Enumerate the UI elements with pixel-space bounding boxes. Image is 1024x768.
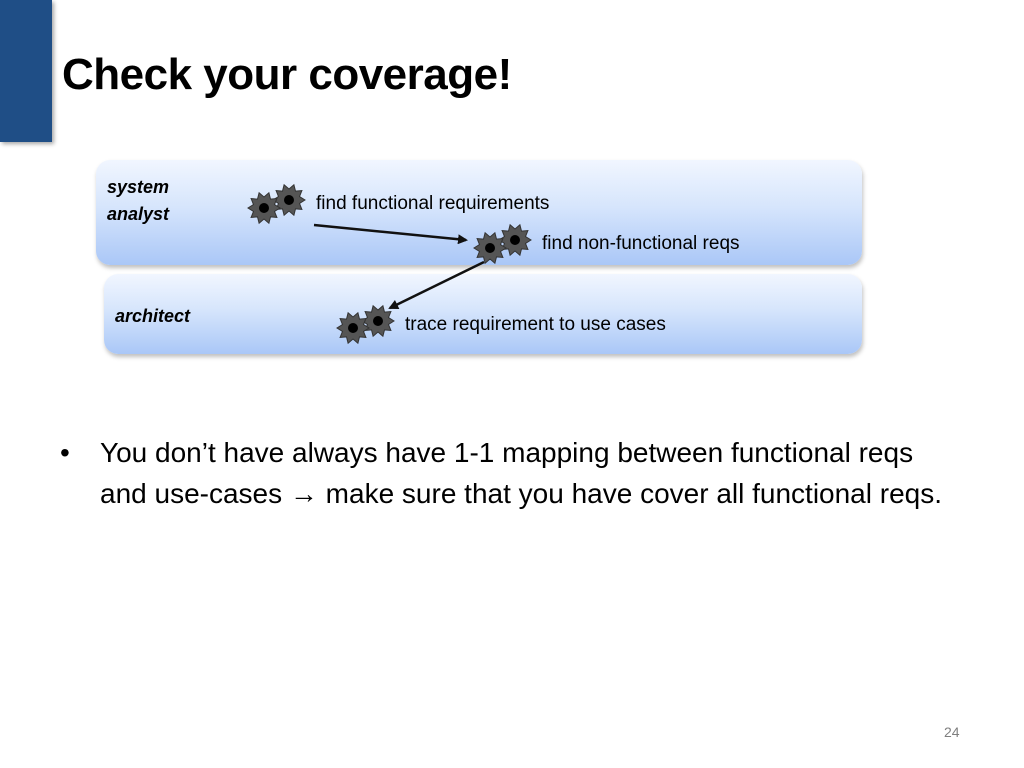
- activity-trace-requirements: trace requirement to use cases: [405, 314, 666, 335]
- lane-label-line: system: [107, 177, 170, 197]
- bullet-text: You don’t have always have 1-1 mapping between functional reqs and use-cases: [100, 437, 914, 509]
- lane-label-line: analyst: [107, 204, 170, 224]
- activity-find-non-functional-reqs: find non-functional reqs: [542, 233, 740, 254]
- bullet-text: make sure that you have cover all functional reqs.: [325, 478, 942, 509]
- flow-arrow: [390, 262, 484, 308]
- bullet-item: [60, 432, 960, 514]
- slide-title: Check your coverage!: [62, 50, 512, 99]
- bullet-dot-icon: •: [60, 437, 70, 468]
- activity-find-functional-requirements: find functional requirements: [316, 193, 550, 214]
- flow-arrow: [314, 225, 466, 240]
- lane-label-architect: architect: [115, 306, 191, 326]
- page-number: 24: [944, 724, 960, 740]
- bullet-list: [60, 432, 960, 514]
- right-arrow-icon: →: [289, 478, 318, 509]
